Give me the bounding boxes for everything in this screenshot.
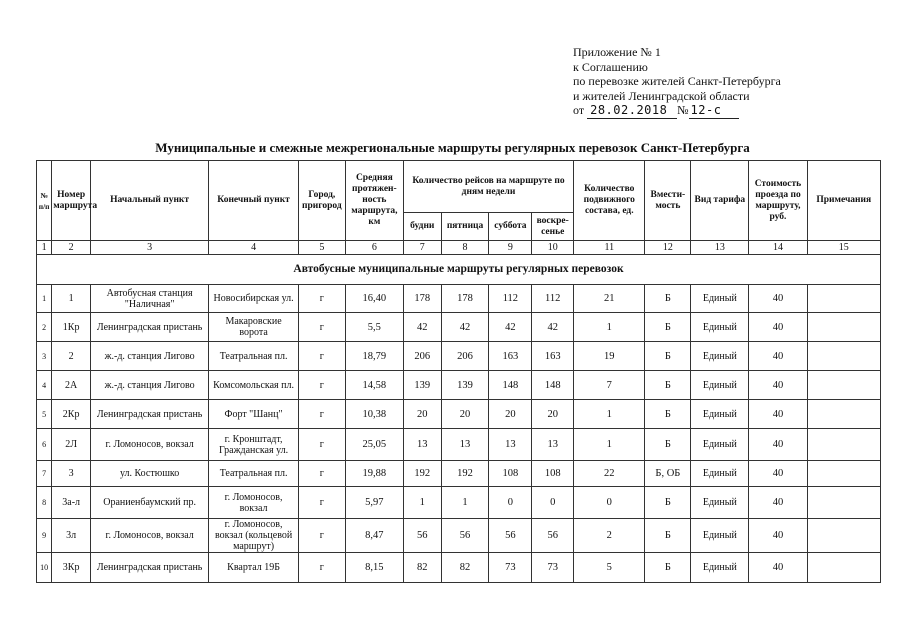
cell-weekdays: 20 [403,400,441,429]
cell-city-suburb: г [298,371,345,400]
cell-capacity: Б [645,285,691,313]
cell-idx: 9 [37,519,52,553]
header-trips: Количество рейсов на маршруте по дням недели [403,161,573,213]
header-tariff-type: Вид тарифа [691,161,749,241]
cell-notes [807,285,881,313]
cell-route-number: 1 [52,285,91,313]
cell-saturday: 20 [489,400,532,429]
cell-notes [807,342,881,371]
cell-fare: 40 [749,553,807,583]
cell-route-number: 3Кр [52,553,91,583]
routes-table [36,160,881,583]
cell-length: 5,5 [345,313,403,342]
cell-tariff: Единый [691,487,749,519]
cell-end-point: Новосибирская ул. [209,285,299,313]
cell-vehicles: 21 [574,285,645,313]
cell-weekdays: 139 [403,371,441,400]
cell-weekdays: 192 [403,461,441,487]
column-number: 8 [441,241,489,255]
cell-idx: 8 [37,487,52,519]
column-number: 12 [645,241,691,255]
cell-sunday: 56 [532,519,574,553]
cell-capacity: Б [645,313,691,342]
cell-vehicles: 22 [574,461,645,487]
cell-friday: 1 [441,487,489,519]
cell-idx: 5 [37,400,52,429]
cell-notes [807,429,881,461]
cell-length: 8,15 [345,553,403,583]
cell-notes [807,371,881,400]
column-number: 2 [52,241,91,255]
appendix-subject-1: по перевозке жителей Санкт-Петербурга [573,74,781,89]
header-route-number: Номер маршрута [52,161,91,241]
header-fare: Стоимость проезда по маршруту, руб. [749,161,807,241]
from-label: от [573,103,585,118]
number-label: № [677,103,689,118]
cell-tariff: Единый [691,519,749,553]
table-row [37,461,881,487]
agreement-number: 12-с [689,103,739,119]
cell-route-number: 1Кр [52,313,91,342]
cell-start-point: Автобусная станция "Наличная" [91,285,209,313]
table-row [37,487,881,519]
table-row [37,429,881,461]
header-idx: № п/п [37,161,52,241]
cell-sunday: 163 [532,342,574,371]
cell-saturday: 42 [489,313,532,342]
cell-idx: 2 [37,313,52,342]
table-row [37,400,881,429]
cell-fare: 40 [749,400,807,429]
cell-vehicles: 1 [574,429,645,461]
cell-weekdays: 178 [403,285,441,313]
cell-end-point: Театральная пл. [209,461,299,487]
cell-friday: 206 [441,342,489,371]
cell-length: 10,38 [345,400,403,429]
cell-start-point: Ленинградская пристань [91,400,209,429]
cell-end-point: г. Ломоносов, вокзал (кольцевой маршрут) [209,519,299,553]
cell-length: 16,40 [345,285,403,313]
cell-end-point: г. Ломоносов, вокзал [209,487,299,519]
section-title: Автобусные муниципальные маршруты регулярных перевозок [37,255,881,285]
cell-city-suburb: г [298,553,345,583]
table-row [37,553,881,583]
column-number: 10 [532,241,574,255]
cell-weekdays: 42 [403,313,441,342]
cell-route-number: 3л [52,519,91,553]
cell-capacity: Б [645,342,691,371]
cell-notes [807,553,881,583]
cell-saturday: 163 [489,342,532,371]
cell-route-number: 2А [52,371,91,400]
cell-saturday: 73 [489,553,532,583]
cell-idx: 10 [37,553,52,583]
cell-sunday: 42 [532,313,574,342]
column-number: 1 [37,241,52,255]
cell-notes [807,313,881,342]
column-number: 3 [91,241,209,255]
cell-capacity: Б [645,487,691,519]
table-row [37,342,881,371]
cell-length: 5,97 [345,487,403,519]
appendix-title: Приложение № 1 [573,45,661,59]
cell-friday: 42 [441,313,489,342]
cell-end-point: г. Кронштадт, Гражданская ул. [209,429,299,461]
cell-city-suburb: г [298,313,345,342]
column-number-row [37,241,881,255]
cell-sunday: 73 [532,553,574,583]
cell-city-suburb: г [298,487,345,519]
cell-notes [807,519,881,553]
cell-fare: 40 [749,371,807,400]
cell-sunday: 112 [532,285,574,313]
cell-capacity: Б [645,371,691,400]
cell-vehicles: 0 [574,487,645,519]
cell-vehicles: 19 [574,342,645,371]
column-number: 4 [209,241,299,255]
cell-city-suburb: г [298,519,345,553]
cell-route-number: 2Кр [52,400,91,429]
cell-tariff: Единый [691,342,749,371]
header-saturday: суббота [489,213,532,241]
cell-idx: 6 [37,429,52,461]
cell-sunday: 20 [532,400,574,429]
cell-route-number: 2 [52,342,91,371]
cell-fare: 40 [749,342,807,371]
column-number: 13 [691,241,749,255]
cell-idx: 7 [37,461,52,487]
cell-start-point: Ленинградская пристань [91,553,209,583]
cell-length: 14,58 [345,371,403,400]
cell-vehicles: 7 [574,371,645,400]
cell-sunday: 13 [532,429,574,461]
cell-route-number: 3а-л [52,487,91,519]
cell-saturday: 56 [489,519,532,553]
header-notes: Примечания [807,161,881,241]
cell-fare: 40 [749,461,807,487]
agreement-date: 28.02.2018 [587,103,677,119]
header-capacity: Вмести-мость [645,161,691,241]
header-start-point: Начальный пункт [91,161,209,241]
cell-vehicles: 2 [574,519,645,553]
cell-tariff: Единый [691,553,749,583]
document-title: Муниципальные и смежные межрегиональные маршруты регулярных перевозок Санкт-Петербурга [155,140,750,155]
cell-city-suburb: г [298,285,345,313]
cell-notes [807,461,881,487]
header-city-suburb: Город, пригород [298,161,345,241]
table-row [37,519,881,553]
cell-vehicles: 1 [574,313,645,342]
cell-idx: 1 [37,285,52,313]
column-number: 15 [807,241,881,255]
cell-length: 19,88 [345,461,403,487]
cell-city-suburb: г [298,342,345,371]
cell-weekdays: 82 [403,553,441,583]
cell-friday: 13 [441,429,489,461]
cell-start-point: Ленинградская пристань [91,313,209,342]
cell-saturday: 108 [489,461,532,487]
cell-tariff: Единый [691,285,749,313]
column-number: 9 [489,241,532,255]
cell-route-number: 2Л [52,429,91,461]
cell-notes [807,487,881,519]
cell-weekdays: 206 [403,342,441,371]
cell-friday: 20 [441,400,489,429]
appendix-block [573,45,781,119]
column-number: 7 [403,241,441,255]
cell-start-point: ж.-д. станция Лигово [91,342,209,371]
table-row [37,285,881,313]
cell-friday: 82 [441,553,489,583]
cell-weekdays: 56 [403,519,441,553]
header-friday: пятница [441,213,489,241]
cell-idx: 3 [37,342,52,371]
cell-end-point: Театральная пл. [209,342,299,371]
cell-end-point: Макаровские ворота [209,313,299,342]
appendix-subject-2: и жителей Ленинградской области [573,88,750,103]
cell-length: 8,47 [345,519,403,553]
cell-notes [807,400,881,429]
cell-fare: 40 [749,313,807,342]
cell-tariff: Единый [691,429,749,461]
cell-sunday: 0 [532,487,574,519]
cell-fare: 40 [749,487,807,519]
appendix-date-line [573,103,781,119]
section-row [37,255,881,285]
cell-start-point: ул. Костюшко [91,461,209,487]
cell-capacity: Б [645,429,691,461]
cell-vehicles: 5 [574,553,645,583]
cell-vehicles: 1 [574,400,645,429]
cell-tariff: Единый [691,400,749,429]
header-row [37,161,881,213]
table-row [37,313,881,342]
cell-capacity: Б, ОБ [645,461,691,487]
cell-friday: 56 [441,519,489,553]
header-sunday: воскре-сенье [532,213,574,241]
cell-start-point: ж.-д. станция Лигово [91,371,209,400]
header-rolling-stock: Количество подвижного состава, ед. [574,161,645,241]
cell-start-point: г. Ломоносов, вокзал [91,429,209,461]
cell-tariff: Единый [691,371,749,400]
header-weekdays: будни [403,213,441,241]
cell-start-point: г. Ломоносов, вокзал [91,519,209,553]
header-avg-length: Средняя протяжен-ность маршрута, км [345,161,403,241]
column-number: 5 [298,241,345,255]
cell-saturday: 148 [489,371,532,400]
cell-city-suburb: г [298,461,345,487]
cell-end-point: Квартал 19Б [209,553,299,583]
cell-end-point: Форт "Шанц" [209,400,299,429]
cell-friday: 178 [441,285,489,313]
cell-tariff: Единый [691,313,749,342]
cell-sunday: 108 [532,461,574,487]
cell-tariff: Единый [691,461,749,487]
cell-weekdays: 1 [403,487,441,519]
cell-city-suburb: г [298,400,345,429]
cell-fare: 40 [749,285,807,313]
header-end-point: Конечный пункт [209,161,299,241]
cell-saturday: 0 [489,487,532,519]
cell-saturday: 13 [489,429,532,461]
cell-saturday: 112 [489,285,532,313]
column-number: 14 [749,241,807,255]
cell-sunday: 148 [532,371,574,400]
column-number: 6 [345,241,403,255]
cell-friday: 139 [441,371,489,400]
cell-fare: 40 [749,429,807,461]
cell-city-suburb: г [298,429,345,461]
cell-fare: 40 [749,519,807,553]
cell-friday: 192 [441,461,489,487]
cell-route-number: 3 [52,461,91,487]
cell-start-point: Ораниенбаумский пр. [91,487,209,519]
cell-length: 18,79 [345,342,403,371]
appendix-agreement: к Соглашению [573,59,648,74]
column-number: 11 [574,241,645,255]
cell-end-point: Комсомольская пл. [209,371,299,400]
cell-weekdays: 13 [403,429,441,461]
table-row [37,371,881,400]
cell-length: 25,05 [345,429,403,461]
cell-idx: 4 [37,371,52,400]
cell-capacity: Б [645,400,691,429]
cell-capacity: Б [645,553,691,583]
cell-capacity: Б [645,519,691,553]
